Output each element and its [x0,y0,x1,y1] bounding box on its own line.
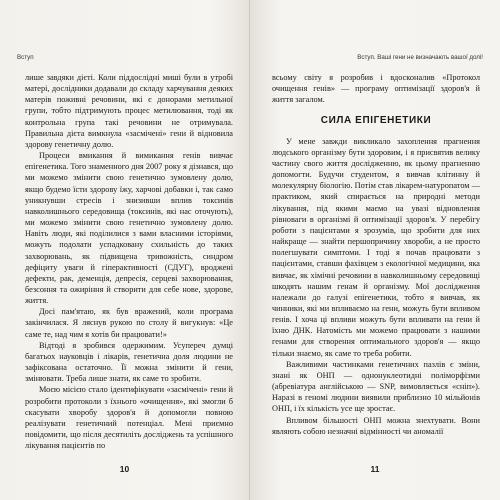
left-page-body [25,72,233,451]
paragraph: Моєю місією стало ідентифікувати «засмічені» гени й розробити протоколи з їхнього «очищення», які змогли б скасувати хворобу здоров'я й допомогли повною реалізувати генетичний потенціал. Мені приємно повідомити, що після десятиліть досліджень та успішного лікування пацієнтів по [25,385,233,451]
right-page [250,0,500,500]
paragraph: Відтоді я зробився одержимим. Усупереч думці багатьох науковців і лікарів, генетична доля людини не зафіксована остаточно. Її можна змінити й гени, змінювати. Треба лише знати, як саме то зробити. [25,340,233,384]
paragraph: У мене завжди викликало захоплення прагнення людського організму бути здоровим, і я присвятив велику частину свого життя дослідженню, як цьому прагненню допомогти. Будучи студентом, я вивчав клітинну й молекулярну біологію. Потім став лікарем-натуропатом — практиком, який спирається на природні методи лікування, під якими маємо на увазі відновлення рівноваги в організмі й оптимізації здоров'я. У перебігу роботи з пацієнтами я зрозумів, що зробити для них найкраще — знайти першопричину хвороби, а не просто полегшувати симптоми. І тоді я почав працювати з пацієнтами, ставши фахівцем з екологічної медицини, яка вивчає, як хімічні речовини в навколишньому середовищі шкодять нашим генам й організму. Мої дослідження належали до галузі епігенетики, тобто я вивчав, як чинники, які ми впливаємо на гени, можуть бути впливом генів. І хоча ці впливи можуть бути впливати на гени й їхню ДНК. Натомість ми можемо працювати з нашими генами для створення оптимального здоров'я — якщо тільки знаємо, як саме то треба робити. [272,136,480,358]
running-header-right: Вступ. Ваші гени не визначають вашої долі! [357,54,483,61]
page-number-right: 11 [370,464,380,474]
section-title: СИЛА ЕПІГЕНЕТИКИ [320,115,432,127]
paragraph: Важливими частинками генетичних пазлів є зміни, знані як ОНП — однонуклеотидні поліморфізми (абревіатура англійською — SNP, вимовляється «сніп»). Наразі в геномі людини виявили приблизно 10 мільйонів ОНП, і їх кількість усе ще зростає. [272,359,480,414]
right-page-body [272,72,480,437]
running-header-left: Вступ [17,54,34,61]
paragraph: лише завдяки дієті. Коли піддослідні миші були в утробі матері, дослідники додавали до складу харчування деяких матерів поживні речовини, які є донорами метильної групи, тобто підтримують процес метилювання, тоді як контрольна група такі речовини не отримувала. Правильна дієта вимкнула «засмічені» гени й відновила здорову генетичну долю. [25,73,233,149]
paragraph: Впливом більшості ОНП можна знехтувати. Вони являють собою незначні відмінності чи аномалії [272,415,480,436]
paragraph: Процеси вмикання й вимикання генів вивчає епігенетика. Того знаменного дня 2007 року я дізнався, що ми можемо змінити свою генетично зумовлену долю, якщо будемо їсти здорову їжу, харчові добавки і, так само уникнувши стресів і знизивши вплив токсинів навколишнього середовища (токсинів, які нас оточують), ми можемо змінити свою генетично зумовлену долю. Навіть люди, які поділилися з вами власними історіями, можуть подолати успадковану схильність до таких захворювань, як підвищена тривожність, синдром дефіциту уваги й гіперактивності (СДУГ), вроджені дефекти, рак, деменція, депресія, серцеві захворювання, безсоння та ожиріння й створити для себе нове, здорове, життя. [25,151,233,306]
page-number-left: 10 [119,464,130,474]
paragraph: Досі пам'ятаю, як був вражений, коли програма закінчилася. Я ляснув рукою по столу й вигукнув: «Це саме те, над чим я хотів би працювати!» [25,307,233,339]
paragraph: всьому світу я розробив і вдосконалив «Протокол очищення генів» — програму оптимізації здоров'я й життя загалом. [272,73,480,105]
